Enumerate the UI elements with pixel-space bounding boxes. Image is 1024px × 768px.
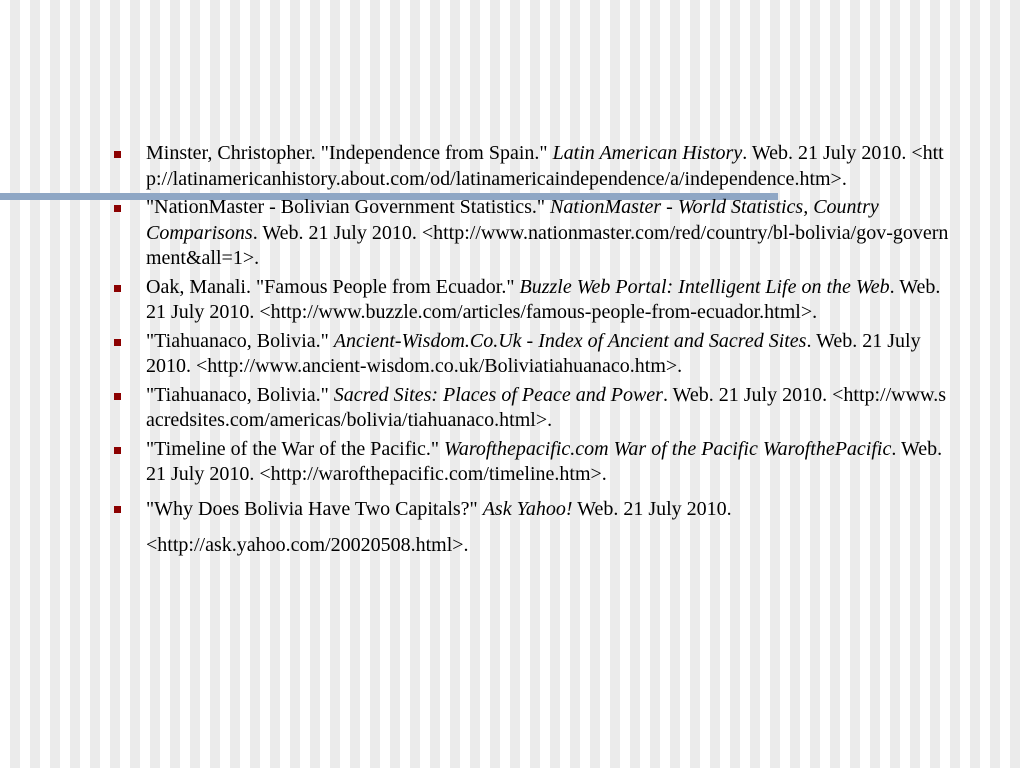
square-bullet-icon xyxy=(114,285,121,292)
citation-author-title: "Tiahuanaco, Bolivia." xyxy=(146,329,334,352)
citation-author-title: Oak, Manali. "Famous People from Ecuador." xyxy=(146,275,520,298)
citation-url: <http://latinamericanhistory.about.com/od/latinamericaindependence/a/independence.htm>. xyxy=(146,142,944,190)
citation-access: . Web. 21 July 2010. xyxy=(742,142,912,164)
citation-item xyxy=(114,195,954,272)
citation-source: Buzzle Web Portal: Intelligent Life on the Web xyxy=(519,275,890,298)
square-bullet-icon xyxy=(114,447,121,454)
square-bullet-icon xyxy=(114,151,121,158)
works-cited-list xyxy=(114,141,954,566)
citation-url: <http://www.ancient-wisdom.co.uk/Boliviatiahuanaco.htm>. xyxy=(196,355,683,377)
square-bullet-icon xyxy=(114,506,121,513)
citation-url: <http://warofthepacific.com/timeline.htm>. xyxy=(259,463,607,485)
citation-author-title: "Why Does Bolivia Have Two Capitals?" xyxy=(146,497,483,520)
square-bullet-icon xyxy=(114,205,121,212)
citation-source: Latin American History xyxy=(552,142,743,164)
citation-item xyxy=(114,437,954,488)
citation-access: Web. 21 July 2010. xyxy=(572,497,732,520)
citation-url: <http://www.buzzle.com/articles/famous-people-from-ecuador.html>. xyxy=(259,301,818,323)
citation-source: Ancient-Wisdom.Co.Uk - Index of Ancient and Sacred Sites xyxy=(333,329,807,352)
citation-source: Ask Yahoo! xyxy=(482,497,573,520)
citation-author-title: "Timeline of the War of the Pacific." xyxy=(146,437,444,460)
citation-source: Warofthepacific.com War of the Pacific WarofthePacific xyxy=(444,437,892,460)
citation-author-title: "Tiahuanaco, Bolivia." xyxy=(146,383,334,406)
citation-access: . Web. 21 July 2010. xyxy=(146,329,921,377)
citation-author-title: "NationMaster - Bolivian Government Statistics." xyxy=(146,196,551,218)
citation-url: <http://www.nationmaster.com/red/country/bl-bolivia/gov-government&all=1>. xyxy=(146,221,949,269)
citation-author-title: Minster, Christopher. "Independence from Spain." xyxy=(146,142,553,164)
citation-url: <http://www.sacredsites.com/americas/bolivia/tiahuanaco.html>. xyxy=(146,383,946,431)
citation-item xyxy=(114,383,954,434)
citation-source: Sacred Sites: Places of Peace and Power xyxy=(333,383,663,406)
citation-item xyxy=(114,329,954,380)
citation-source: NationMaster - World Statistics, Country Comparisons xyxy=(146,196,879,244)
citation-url: <http://ask.yahoo.com/20020508.html>. xyxy=(146,533,469,556)
citation-item xyxy=(114,275,954,326)
citation-item xyxy=(114,141,954,192)
citation-item xyxy=(114,491,954,563)
citation-access: . Web. 21 July 2010. xyxy=(146,437,943,485)
square-bullet-icon xyxy=(114,393,121,400)
square-bullet-icon xyxy=(114,339,121,346)
citation-access: . Web. 21 July 2010. xyxy=(252,221,422,244)
citation-access: . Web. 21 July 2010. xyxy=(662,383,833,406)
citation-access: . Web. 21 July 2010. xyxy=(146,275,941,323)
